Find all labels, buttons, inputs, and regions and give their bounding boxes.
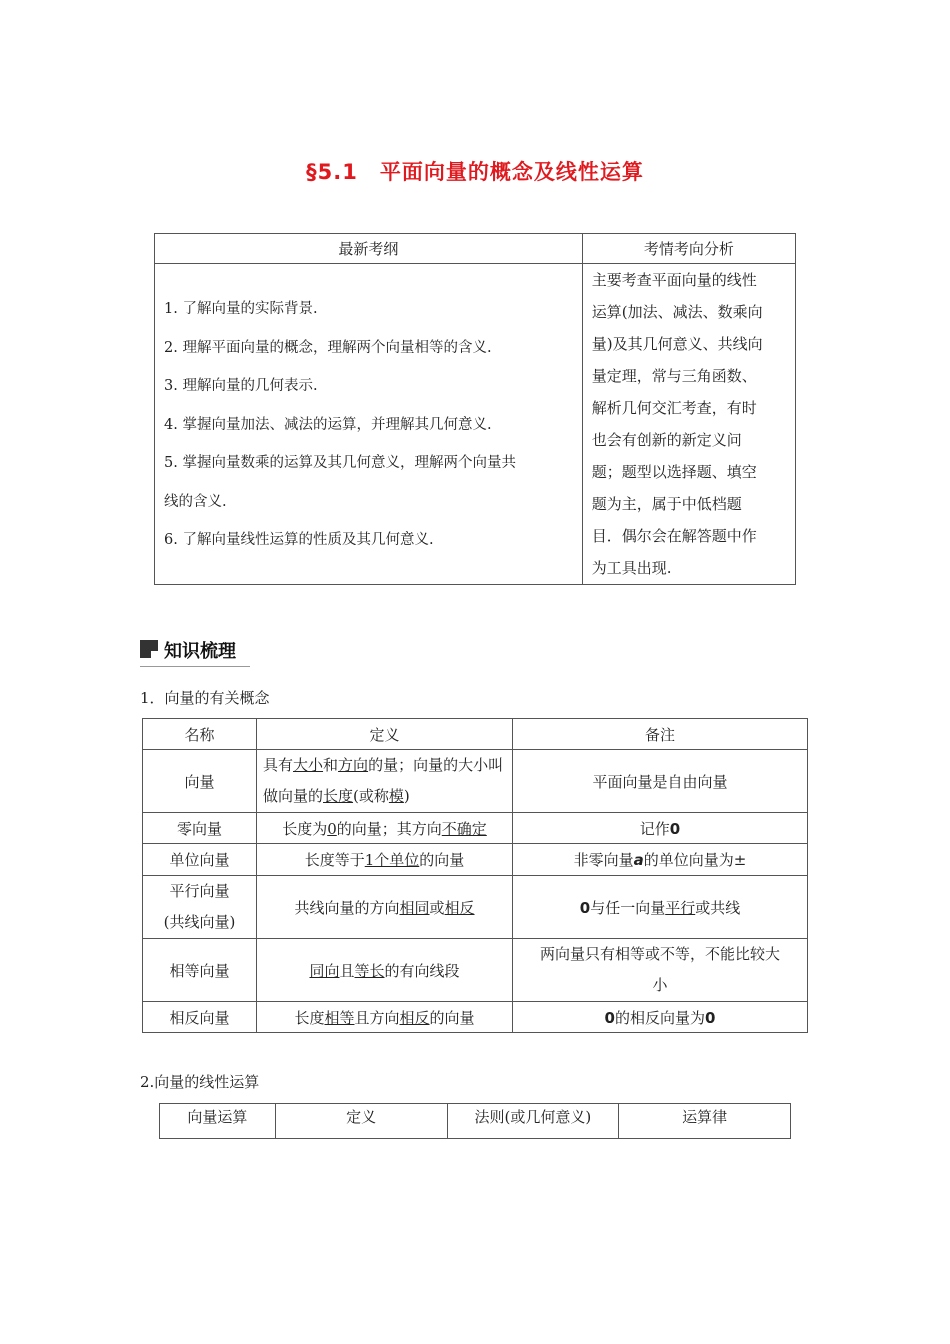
term-name: 平行向量 (共线向量)	[143, 876, 257, 939]
term-note: 非零向量a的单位向量为±	[513, 844, 808, 876]
table-row	[143, 813, 808, 844]
analysis-line: 也会有创新的新定义问	[591, 431, 742, 449]
term-note: 平面向量是自由向量	[513, 750, 808, 813]
analysis-line: 题；题型以选择题、填空	[591, 463, 757, 481]
col-header-operation: 向量运算	[160, 1104, 276, 1139]
term-note: 两向量只有相等或不等，不能比较大 小	[513, 939, 808, 1002]
exam-header-left: 最新考纲	[155, 234, 583, 264]
col-header-definition: 定义	[257, 719, 513, 750]
table-row	[143, 1002, 808, 1033]
syllabus-item: 线的含义.	[164, 493, 227, 510]
analysis-line: 为工具出现.	[591, 559, 672, 577]
term-note: 记作0	[513, 813, 808, 844]
exam-syllabus-cell	[155, 264, 583, 585]
syllabus-item: 6. 了解向量线性运算的性质及其几何意义.	[164, 532, 434, 548]
analysis-line: 主要考查平面向量的线性	[591, 271, 757, 289]
analysis-line: 目．偶尔会在解答题中作	[591, 527, 757, 545]
table-row	[143, 750, 808, 813]
term-name: 单位向量	[143, 844, 257, 876]
syllabus-item: 3. 理解向量的几何表示.	[164, 378, 318, 394]
term-note: 0与任一向量平行或共线	[513, 876, 808, 939]
linear-operations-table	[159, 1103, 791, 1139]
page-title: §5.1 平面向量的概念及线性运算	[306, 160, 644, 184]
table-row	[143, 876, 808, 939]
col-header-laws: 运算律	[619, 1104, 791, 1139]
analysis-line: 运算(加法、减法、数乘向	[591, 303, 763, 321]
term-definition: 长度等于1个单位的向量	[257, 844, 513, 876]
syllabus-item: 2. 理解平面向量的概念，理解两个向量相等的含义.	[164, 339, 492, 356]
col-header-note: 备注	[513, 719, 808, 750]
term-definition: 具有大小和方向的量；向量的大小叫做向量的长度(或称模)	[257, 750, 513, 813]
term-name: 零向量	[143, 813, 257, 844]
term-name: 相等向量	[143, 939, 257, 1002]
exam-header-right: 考情考向分析	[582, 234, 795, 264]
table-row	[143, 844, 808, 876]
subheading-linear-ops: 2.向量的线性运算	[140, 1073, 260, 1091]
term-name: 相反向量	[143, 1002, 257, 1033]
section-heading	[140, 636, 250, 667]
section-square-icon	[140, 640, 158, 658]
syllabus-item: 5. 掌握向量数乘的运算及其几何意义，理解两个向量共	[164, 455, 516, 471]
analysis-line: 解析几何交汇考查，有时	[591, 399, 757, 417]
analysis-line: 量定理，常与三角函数、	[591, 367, 757, 385]
col-header-name: 名称	[143, 719, 257, 750]
analysis-line: 量)及其几何意义、共线向	[591, 335, 763, 353]
section-title: 知识梳理	[164, 641, 236, 662]
term-definition: 长度为0的向量；其方向不确定	[257, 813, 513, 844]
vector-concepts-table	[142, 718, 808, 1033]
exam-analysis-cell	[582, 264, 795, 585]
subheading-concepts: 1．向量的有关概念	[140, 689, 270, 707]
term-definition: 长度相等且方向相反的向量	[257, 1002, 513, 1033]
col-header-rule: 法则(或几何意义)	[447, 1104, 619, 1139]
exam-outline-table	[154, 233, 796, 585]
term-name: 向量	[143, 750, 257, 813]
term-definition: 共线向量的方向相同或相反	[257, 876, 513, 939]
syllabus-item: 1. 了解向量的实际背景.	[164, 301, 318, 317]
term-note: 0的相反向量为0	[513, 1002, 808, 1033]
col-header-definition: 定义	[275, 1104, 447, 1139]
analysis-line: 题为主，属于中低档题	[591, 495, 742, 513]
syllabus-item: 4. 掌握向量加法、减法的运算，并理解其几何意义.	[164, 416, 492, 433]
table-row	[143, 939, 808, 1002]
term-definition: 同向且等长的有向线段	[257, 939, 513, 1002]
